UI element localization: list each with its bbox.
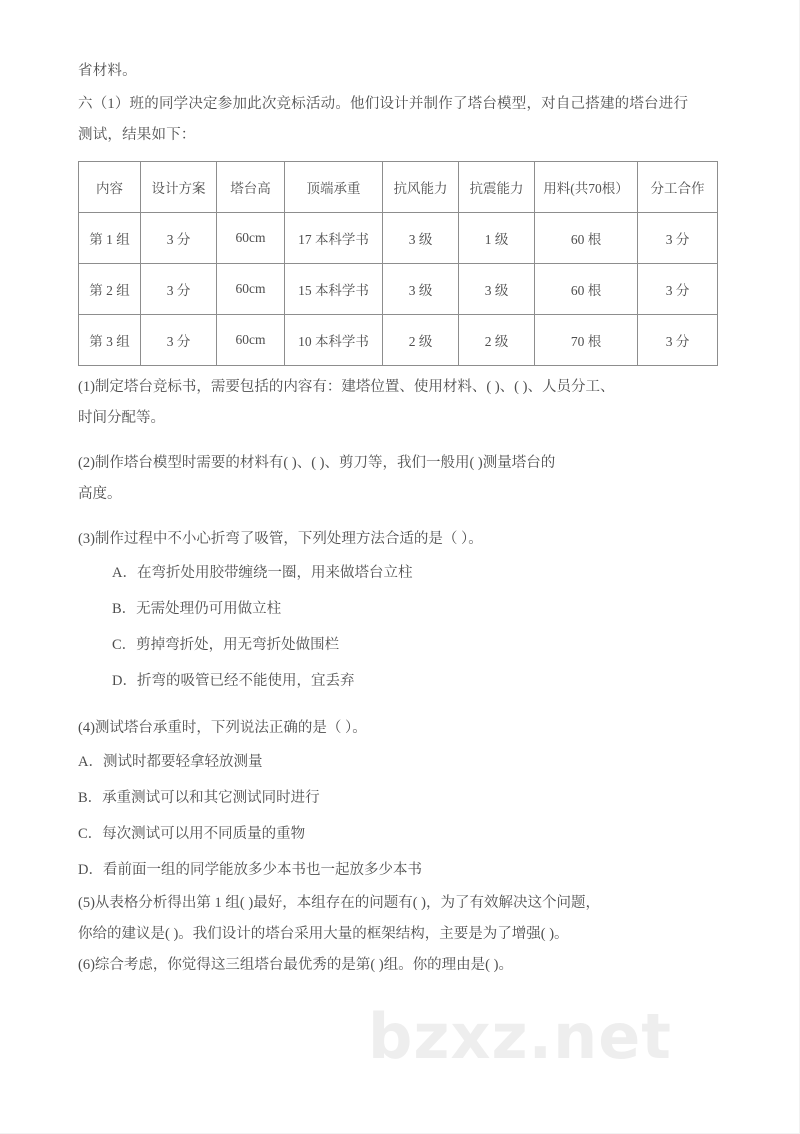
question-4-option-b: B．承重测试可以和其它测试同时进行 <box>78 790 320 806</box>
question-4 <box>78 713 721 888</box>
question-5-line-1: (5)从表格分析得出第 1 组( )最好，本组存在的问题有( )，为了有效解决这个问题， <box>78 895 600 911</box>
table-cell-material: 60 根 <box>535 264 638 315</box>
table-cell-wind: 3 级 <box>383 213 459 264</box>
table-cell-teamwork: 3 分 <box>638 213 718 264</box>
table-cell-wind: 3 级 <box>383 264 459 315</box>
table-header-cell: 顶端承重 <box>285 162 383 213</box>
question-2-line-1: (2)制作塔台模型时需要的材料有( )、( )、剪刀等，我们一般用( )测量塔台的 <box>78 455 556 471</box>
question-1 <box>78 372 721 434</box>
table-cell-top-load: 15 本科学书 <box>285 264 383 315</box>
table-cell-design: 3 分 <box>141 264 217 315</box>
question-4-option-a: A．测试时都要轻拿轻放测量 <box>78 754 263 770</box>
question-6-line-1: (6)综合考虑，你觉得这三组塔台最优秀的是第( )组。你的理由是( )。 <box>78 957 513 973</box>
lead-in-block <box>78 56 721 87</box>
question-3-stem: (3)制作过程中不小心折弯了吸管，下列处理方法合适的是（ ）。 <box>78 531 483 547</box>
question-3-option-a: A．在弯折处用胶带缠绕一圈，用来做塔台立柱 <box>112 565 413 581</box>
question-4-option-c: C．每次测试可以用不同质量的重物 <box>78 826 306 842</box>
table-cell-group: 第 3 组 <box>79 315 141 366</box>
table-header-row <box>79 162 718 213</box>
table-cell-design: 3 分 <box>141 213 217 264</box>
watermark-text: bzxz.net <box>368 1000 672 1073</box>
question-2 <box>78 448 721 510</box>
table-header-cell: 用料(共70根） <box>535 162 638 213</box>
table-row <box>79 264 718 315</box>
table-cell-group: 第 2 组 <box>79 264 141 315</box>
table-cell-height: 60cm <box>217 315 285 366</box>
table-cell-quake: 1 级 <box>459 213 535 264</box>
table-cell-teamwork: 3 分 <box>638 264 718 315</box>
table-row <box>79 213 718 264</box>
question-3 <box>78 524 721 699</box>
question-1-line-1: (1)制定塔台竞标书，需要包括的内容有：建塔位置、使用材料、( )、( )、人员分工、 <box>78 379 615 395</box>
table-cell-wind: 2 级 <box>383 315 459 366</box>
question-4-stem: (4)测试塔台承重时，下列说法正确的是（ ）。 <box>78 720 367 736</box>
table-header-cell: 塔台高 <box>217 162 285 213</box>
table-header-cell: 抗风能力 <box>383 162 459 213</box>
intro-line-1: 六（1）班的同学决定参加此次竞标活动。他们设计并制作了塔台模型，对自己搭建的塔台进行 <box>78 96 689 112</box>
table-cell-quake: 2 级 <box>459 315 535 366</box>
question-3-option-b: B．无需处理仍可用做立柱 <box>112 601 282 617</box>
table-cell-material: 70 根 <box>535 315 638 366</box>
table-cell-group: 第 1 组 <box>79 213 141 264</box>
table-cell-height: 60cm <box>217 264 285 315</box>
intro-paragraph <box>78 89 721 151</box>
table-cell-teamwork: 3 分 <box>638 315 718 366</box>
question-6 <box>78 950 721 981</box>
question-4-option-d: D．看前面一组的同学能放多少本书也一起放多少本书 <box>78 862 422 878</box>
table-row <box>79 315 718 366</box>
table-header-cell: 内容 <box>79 162 141 213</box>
lead-in-text: 省材料。 <box>78 63 137 79</box>
table-cell-quake: 3 级 <box>459 264 535 315</box>
table-cell-top-load: 17 本科学书 <box>285 213 383 264</box>
table-header-cell: 抗震能力 <box>459 162 535 213</box>
table-header-cell: 设计方案 <box>141 162 217 213</box>
question-3-option-c: C．剪掉弯折处，用无弯折处做围栏 <box>112 637 340 653</box>
question-1-line-2: 时间分配等。 <box>78 410 165 426</box>
question-3-option-d: D．折弯的吸管已经不能使用，宜丢弃 <box>112 673 355 689</box>
tower-test-results-table <box>78 161 718 366</box>
question-5-line-2: 你给的建议是( )。我们设计的塔台采用大量的框架结构，主要是为了增强( )。 <box>78 926 569 942</box>
table-header-cell: 分工合作 <box>638 162 718 213</box>
table-cell-height: 60cm <box>217 213 285 264</box>
intro-line-2: 测试，结果如下： <box>78 127 196 143</box>
table-cell-material: 60 根 <box>535 213 638 264</box>
question-5 <box>78 888 721 950</box>
table-cell-top-load: 10 本科学书 <box>285 315 383 366</box>
table-cell-design: 3 分 <box>141 315 217 366</box>
question-2-line-2: 高度。 <box>78 486 122 502</box>
